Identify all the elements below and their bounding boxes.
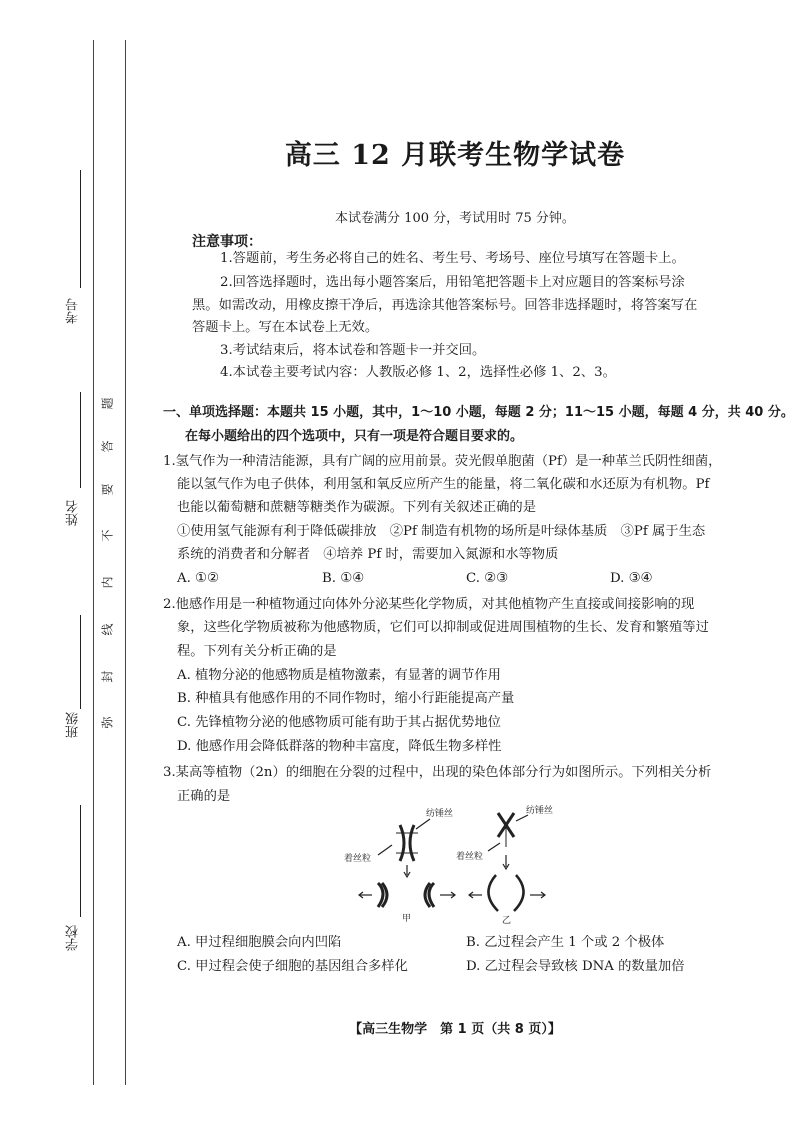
label-spindle-right: 纺锤丝: [526, 806, 554, 816]
q2-option-a: A. 植物分泌的他感物质是植物激素，有显著的调节作用: [177, 668, 501, 683]
chromosome-diagram: [330, 803, 560, 925]
section-header-line2: 在每小题给出的四个选项中，只有一项是符合题目要求的。: [185, 429, 524, 444]
class-blank: [80, 615, 81, 709]
class-label: 班级: [66, 712, 81, 738]
page-footer: 【高三生物学 第 1 页（共 8 页）】: [349, 1022, 561, 1037]
chromosome-figure: [330, 803, 560, 925]
chromatid-yi: [488, 875, 498, 911]
school-label: 学校: [66, 925, 81, 951]
q1-statements: ①使用氢气能源有利于降低碳排放 ②Pf 制造有机物的场所是叶绿体基质 ③Pf 属于生态: [177, 524, 706, 539]
q1-stem: 能以氢气作为电子供体，利用氢和氧反应所产生的能量，将二氧化碳和水还原为有机物。Pf: [177, 477, 710, 492]
school-blank: [80, 805, 81, 917]
notice-item: 4.本试卷主要考试内容：人教版必修 1、2，选择性必修 1、2、3。: [220, 365, 616, 380]
notice-item: 2.回答选择题时，选出每小题答案后，用铅笔把答题卡上对应题目的答案标号涂: [220, 275, 685, 290]
label-jia: 甲: [402, 914, 412, 924]
kinetochore-pointer-left: [378, 845, 392, 855]
seal-char: 答: [100, 440, 115, 453]
q1-option-a: A. ①②: [177, 571, 219, 586]
binding-line-inner: [125, 40, 126, 1085]
q3-option-a: A. 甲过程细胞膜会向内凹陷: [177, 935, 342, 950]
chromosome-jia: [410, 825, 414, 861]
q2-stem: 2.他感作用是一种植物通过向体外分泌某些化学物质，对其他植物产生直接或间接影响的现: [163, 597, 695, 612]
seal-char: 线: [100, 623, 115, 636]
q3-option-b: B. 乙过程会产生 1 个或 2 个极体: [466, 935, 665, 950]
label-yi: 乙: [502, 916, 512, 925]
notice-title: 注意事项：: [192, 234, 262, 250]
q2-option-b: B. 种植具有他感作用的不同作物时，缩小行距能提高产量: [177, 691, 515, 706]
notice-item: 黑。如需改动，用橡皮擦干净后，再选涂其他答案标号。回答非选择题时，将答案写在: [192, 298, 698, 313]
q1-stem: 也能以葡萄糖和蔗糖等糖类作为碳源。下列有关叙述正确的是: [177, 500, 537, 515]
label-kinetochore-right: 着丝粒: [456, 852, 484, 862]
q3-stem: 正确的是: [177, 789, 231, 804]
q1-option-c: C. ②③: [466, 571, 508, 586]
notice-item: 答题卡上。写在本试卷上无效。: [192, 320, 379, 335]
exam-no-blank: [80, 170, 81, 288]
chromosome-jia: [400, 825, 404, 861]
seal-char: 内: [100, 576, 115, 589]
name-label: 姓名: [66, 500, 81, 526]
kinetochore-pointer-right: [488, 843, 500, 851]
q3-option-c: C. 甲过程会使子细胞的基因组合多样化: [177, 959, 408, 974]
exam-info: 本试卷满分 100 分，考试用时 75 分钟。: [335, 211, 575, 226]
q1-stem: 1.氢气作为一种清洁能源，具有广阔的应用前景。荧光假单胞菌（Pf）是一种革兰氏阴性细菌，: [163, 454, 722, 469]
q1-option-d: D. ③④: [610, 571, 653, 586]
q2-option-c: C. 先锋植物分泌的他感物质可能有助于其占据优势地位: [177, 715, 501, 730]
seal-char: 题: [100, 397, 115, 410]
seal-char: 弥: [100, 716, 115, 729]
q3-stem: 3.某高等植物（2n）的细胞在分裂的过程中，出现的染色体部分行为如图所示。下列相关分析: [163, 765, 712, 780]
q1-statements: 系统的消费者和分解者 ④培养 Pf 时，需要加入氮源和水等物质: [177, 547, 559, 562]
notice-item: 3.考试结束后，将本试卷和答题卡一并交回。: [220, 343, 486, 358]
chiasma-jia: [396, 833, 418, 853]
q3-option-d: D. 乙过程会导致核 DNA 的数量加倍: [466, 959, 685, 974]
label-kinetochore-left: 着丝粒: [344, 854, 372, 864]
seal-char: 要: [100, 483, 115, 496]
notice-item: 1.答题前，考生务必将自己的姓名、考生号、考场号、座位号填写在答题卡上。: [220, 251, 685, 266]
exam-no-label: 考号: [66, 298, 81, 324]
chromosome-jia-daughter: [378, 883, 383, 907]
binding-line-outer: [93, 40, 94, 1085]
chromatid-yi: [514, 875, 524, 911]
q2-stem: 程。下列有关分析正确的是: [177, 644, 337, 659]
q2-stem: 象，这些化学物质被称为他感物质，它们可以抑制或促进周围植物的生长、发育和繁殖等过: [177, 620, 709, 635]
section-header: 一、单项选择题：本题共 15 小题，其中，1～10 小题，每题 2 分；11～15 小题，每题 4 分，共 40 分。: [163, 405, 794, 420]
label-spindle-left: 纺锤丝: [426, 809, 454, 819]
spindle-pointer-left: [416, 819, 430, 829]
q1-option-b: B. ①④: [322, 571, 365, 586]
q2-option-d: D. 他感作用会降低群落的物种丰富度，降低生物多样性: [177, 739, 502, 754]
page-title: 高三 12 月联考生物学试卷: [284, 140, 626, 171]
seal-char: 不: [100, 529, 115, 542]
name-blank: [80, 392, 81, 488]
chromosome-jia-daughter: [429, 883, 434, 907]
seal-char: 封: [100, 670, 115, 683]
